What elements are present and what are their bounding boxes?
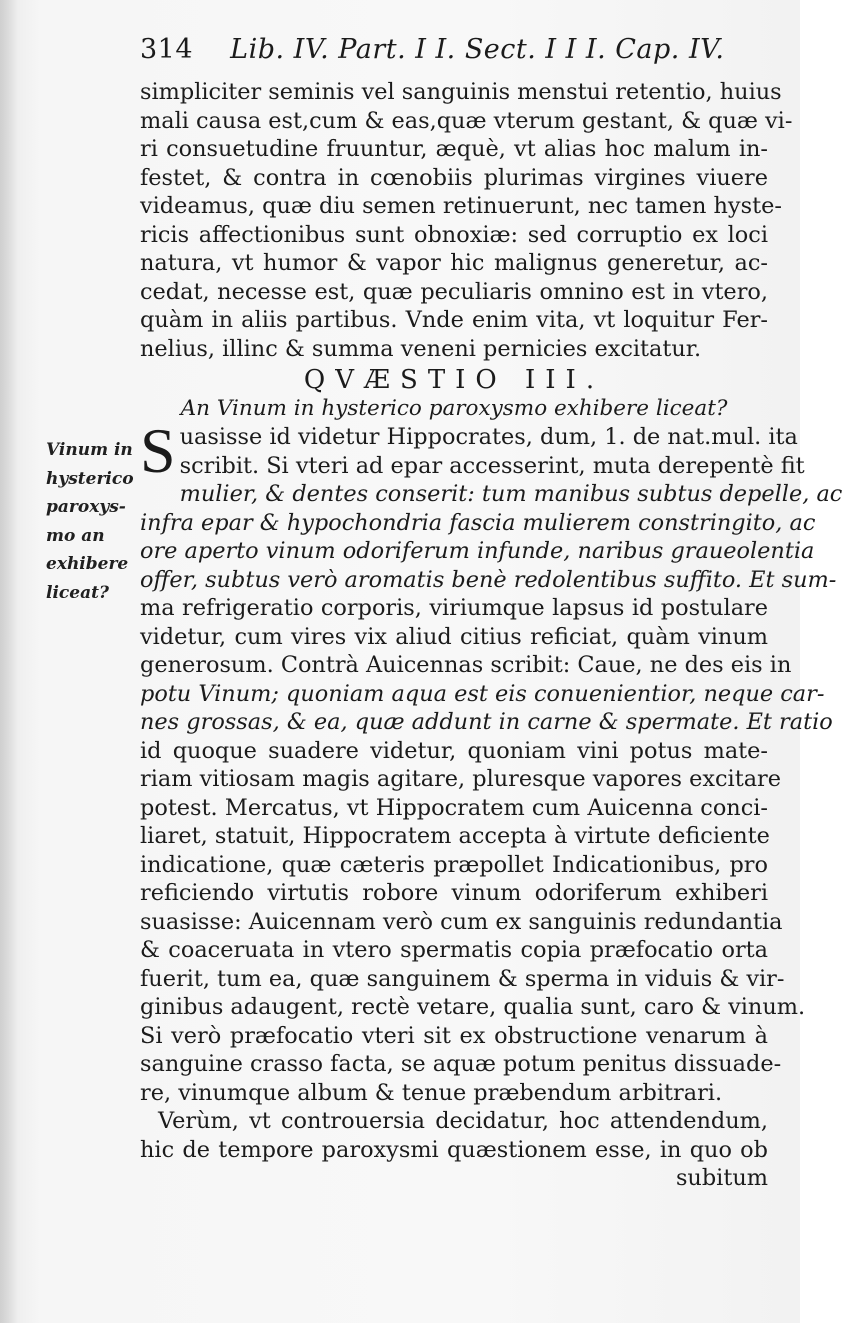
text-line: festet, & contra in cœnobiis plurimas virgines viuere: [140, 164, 768, 191]
text-line: Verùm, vt controuersia decidatur, hoc attendendum,: [158, 1108, 768, 1134]
page-number: 314: [140, 34, 194, 65]
text-line: ginibus adaugent, rectè vetare, qualia sunt, caro & vinum.: [140, 994, 806, 1020]
text-line: ricis affectionibus sunt obnoxiæ: sed corruptio ex loci: [140, 221, 768, 248]
text-line: ore aperto vinum odoriferum infunde, naribus graueolentia: [140, 538, 815, 564]
question-subtitle: An Vinum in hysterico paroxysmo exhibere liceat?: [180, 396, 728, 421]
text-line: quàm in aliis partibus. Vnde enim vita, vt loquitur Fer-: [140, 307, 768, 333]
margin-note-line: mo an: [46, 525, 105, 546]
text-line: liaret, statuit, Hippocratem accepta à virtute deficiente: [140, 823, 770, 849]
page-header: [140, 32, 780, 68]
text-line: cedat, necesse est, quæ peculiaris omnino est in vtero,: [140, 278, 768, 305]
text-line: id quoque suadere videtur, quoniam vini potus mate-: [140, 737, 768, 764]
text-line: Si verò præfocatio vteri sit ex obstructione venarum à: [140, 1022, 768, 1049]
text-line: ma refrigeratio corporis, viriumque lapsus id postulare: [140, 595, 768, 621]
margin-note-line: liceat?: [46, 582, 109, 603]
text-line: & coaceruata in vtero spermatis copia præfocatio orta: [140, 937, 768, 963]
text-line: indicatione, quæ cæteris præpollet Indicationibus, pro: [140, 851, 768, 878]
text-line: reficiendo virtutis robore vinum odoriferum exhiberi: [140, 880, 768, 906]
margin-note-line: Vinum in: [46, 440, 133, 460]
text-line: re, vinumque album & tenue præbendum arbitrari.: [140, 1079, 723, 1106]
margin-note-line: paroxys-: [46, 497, 126, 517]
text-line: mali causa est,cum & eas,quæ vterum gestant, & quæ vi-: [140, 107, 793, 134]
text-line: nes grossas, & ea, quæ addunt in carne & spermate. Et ratio: [140, 709, 833, 735]
text-line: ri consuetudine fruuntur, æquè, vt alias hoc malum in-: [140, 136, 768, 162]
text-line: sanguine crasso facta, se aquæ potum penitus dissuade-: [140, 1051, 782, 1077]
text-line: mulier, & dentes conserit: tum manibus subtus depelle, ac: [179, 481, 842, 507]
running-title: Lib. IV. Part. I I. Sect. I I I. Cap. IV.: [230, 34, 725, 65]
text-line: generosum. Contrà Auicennas scribit: Caue, ne des eis in: [140, 652, 792, 678]
text-line: videtur, cum vires vix aliud citius reficiat, quàm vinum: [140, 623, 768, 650]
text-line: nelius, illinc & summa veneni pernicies excitatur.: [140, 335, 702, 362]
margin-note: [46, 436, 138, 607]
text-line: hic de tempore paroxysmi quæstionem esse, in quo ob: [140, 1136, 768, 1163]
drop-cap: S: [140, 415, 176, 486]
text-line: suasisse: Auicennam verò cum ex sanguinis redundantia: [140, 908, 783, 935]
text-line: uasisse id videtur Hippocrates, dum, 1. de nat.mul. ita: [179, 424, 798, 450]
margin-note-line: exhibere: [46, 554, 129, 574]
text-line: natura, vt humor & vapor hic malignus generetur, ac-: [140, 250, 768, 276]
text-line: offer, subtus verò aromatis benè redolentibus suffito. Et sum-: [140, 566, 837, 593]
text-line: videamus, quæ diu semen retinuerunt, nec tamen hyste-: [140, 193, 782, 219]
text-line: potest. Mercatus, vt Hippocratem cum Auicenna conci-: [140, 794, 768, 821]
margin-note-line: hysterico: [46, 468, 134, 489]
text-line: potu Vinum; quoniam aqua est eis conuenientior, neque car-: [140, 680, 825, 707]
catchword: subitum: [675, 1165, 768, 1191]
page-body: [140, 78, 842, 1193]
question-title: QVÆSTIO III.: [303, 365, 605, 395]
text-line: scribit. Si vteri ad epar accesserint, muta derepentè fit: [179, 452, 805, 479]
text-line: simpliciter seminis vel sanguinis menstui retentio, huius: [140, 79, 782, 105]
text-line: fuerit, tum ea, quæ sanguinem & sperma in viduis & vir-: [140, 965, 785, 992]
text-line: riam vitiosam magis agitare, pluresque vapores excitare: [140, 766, 781, 792]
text-line: infra epar & hypochondria fascia mulierem constringito, ac: [140, 509, 816, 536]
